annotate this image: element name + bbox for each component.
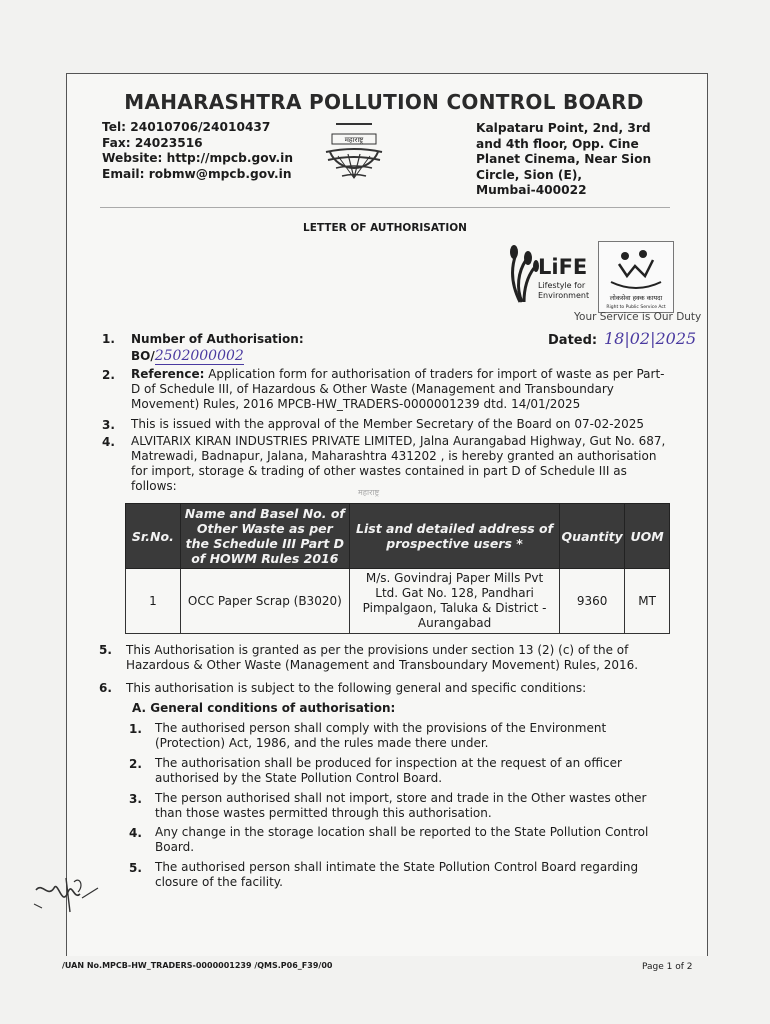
condition-text: The authorised person shall intimate the State Pollution Control Board regarding closure of the facility.: [155, 860, 639, 889]
condition-number: 1.: [129, 722, 142, 736]
condition-number: 3.: [129, 792, 142, 806]
condition-text: The authorisation shall be produced for inspection at the request of an officer authorised by the State Pollution Control Board.: [155, 756, 622, 785]
authorisation-handwritten-number: 2502000002: [154, 348, 244, 364]
address-line: Mumbai-400022: [476, 183, 587, 197]
fax: Fax: 24023516: [102, 135, 203, 150]
service-tagline: Your Service is Our Duty: [574, 311, 702, 323]
telephone: Tel: 24010706/24010437: [102, 120, 271, 134]
condition-text: The person authorised shall not import, store and trade in the Other wastes other than those wastes permitted through this authorisation.: [155, 791, 647, 820]
table-header-row: [126, 504, 670, 569]
conditions-intro: This authorisation is subject to the following general and specific conditions:: [126, 681, 587, 695]
table-cell: M/s. Govindraj Paper Mills Pvt Ltd. Gat No. 128, Pandhari Pimpalgaon, Taluka & District - Aurangabad: [349, 569, 559, 634]
address-line: Circle, Sion (E),: [476, 167, 583, 182]
approval-statement: This is issued with the approval of the Member Secretary of the Board on 07-02-2025: [131, 417, 645, 431]
life-tagline-2: Environment: [538, 291, 590, 300]
faint-stamp-text: महाराष्ट्र: [358, 488, 380, 497]
contact-details: [102, 120, 293, 182]
condition-number: 5.: [129, 861, 142, 875]
table-cell: 9360: [560, 569, 625, 634]
column-header: List and detailed address of prospective users *: [349, 504, 559, 569]
table-cell: MT: [625, 569, 670, 634]
rts-label: लोकसेवा हक्क कायदा: [609, 294, 663, 302]
column-header: UOM: [625, 504, 670, 569]
dated-handwritten: 18|02|2025: [604, 329, 697, 348]
condition-number: 4.: [129, 826, 142, 840]
letter-title: LETTER OF AUTHORISATION: [303, 222, 467, 234]
condition-text: The authorised person shall comply with the provisions of the Environment (Protection) Act, 1986, and the rules made there under.: [155, 721, 607, 750]
board-title: MAHARASHTRA POLLUTION CONTROL BOARD: [124, 90, 644, 114]
reference-body: Application form for authorisation of traders for import of waste as per Part- D of Schedule III, of Hazardous & Other Waste (Management and Transboundary Movement) Rules, 2016 MPCB-HW_TRADERS-0000001239 dtd. 14/01/2025: [131, 367, 665, 411]
item-number: 5.: [99, 643, 112, 657]
dated-label: Dated:: [548, 333, 598, 348]
column-header: Sr.No.: [126, 504, 181, 569]
table-cell: 1: [126, 569, 181, 634]
uan-reference: /UAN No.MPCB-HW_TRADERS-0000001239 /QMS.P06_F39/00: [62, 961, 333, 970]
office-address: [476, 121, 651, 199]
life-logo: [502, 240, 590, 312]
address-line: Planet Cinema, Near Sion: [476, 152, 652, 166]
authorisation-prefix: BO/: [131, 349, 155, 363]
general-conditions-heading: A. General conditions of authorisation:: [132, 701, 396, 715]
provision-statement: This Authorisation is granted as per the provisions under section 13 (2) (c) of the of Hazardous & Other Waste (Management and Transboundary Movement) Rules, 2016.: [126, 643, 639, 672]
emblem-label: महाराष्ट्र: [344, 136, 364, 144]
table-row: [126, 569, 670, 634]
rts-sublabel: Right to Public Service Act: [606, 305, 666, 310]
authorisation-number: [131, 349, 244, 364]
grant-statement: ALVITARIX KIRAN INDUSTRIES PRIVATE LIMITED, Jalna Aurangabad Highway, Gut No. 687, Matrewadi, Badnapur, Jalana, Maharashtra 431202 , is hereby granted an authorisation for import, storage & trading of other wastes contained in part D of Schedule III as follows:: [131, 434, 666, 493]
life-wordmark: LiFE: [538, 255, 588, 279]
right-to-service-logo: [598, 241, 674, 313]
column-header: Quantity: [560, 504, 625, 569]
signature-mark: [28, 868, 118, 918]
reference-label: Reference:: [131, 367, 205, 381]
item-number: 1.: [102, 332, 115, 346]
column-header: Name and Basel No. of Other Waste as per the Schedule III Part D of HOWM Rules 2016: [180, 504, 349, 569]
item-number: 6.: [99, 681, 112, 695]
page-number: Page 1 of 2: [642, 962, 693, 972]
address-line: Kalpataru Point, 2nd, 3rd: [476, 121, 651, 135]
item-number: 4.: [102, 435, 115, 449]
item-number: 2.: [102, 368, 115, 382]
email: Email: robmw@mpcb.gov.in: [102, 166, 292, 181]
reference-text: [131, 367, 671, 412]
website: Website: http://mpcb.gov.in: [102, 151, 293, 165]
waste-table: [125, 503, 670, 634]
life-tagline-1: Lifestyle for: [538, 281, 586, 290]
authorisation-label: Number of Authorisation:: [131, 332, 304, 346]
address-line: and 4th floor, Opp. Cine: [476, 136, 639, 151]
mpcb-emblem-logo: [322, 118, 386, 198]
table-cell: OCC Paper Scrap (B3020): [180, 569, 349, 634]
condition-number: 2.: [129, 757, 142, 771]
condition-text: Any change in the storage location shall be reported to the State Pollution Control Board.: [155, 825, 649, 854]
item-number: 3.: [102, 418, 115, 432]
header-divider: [100, 207, 670, 208]
